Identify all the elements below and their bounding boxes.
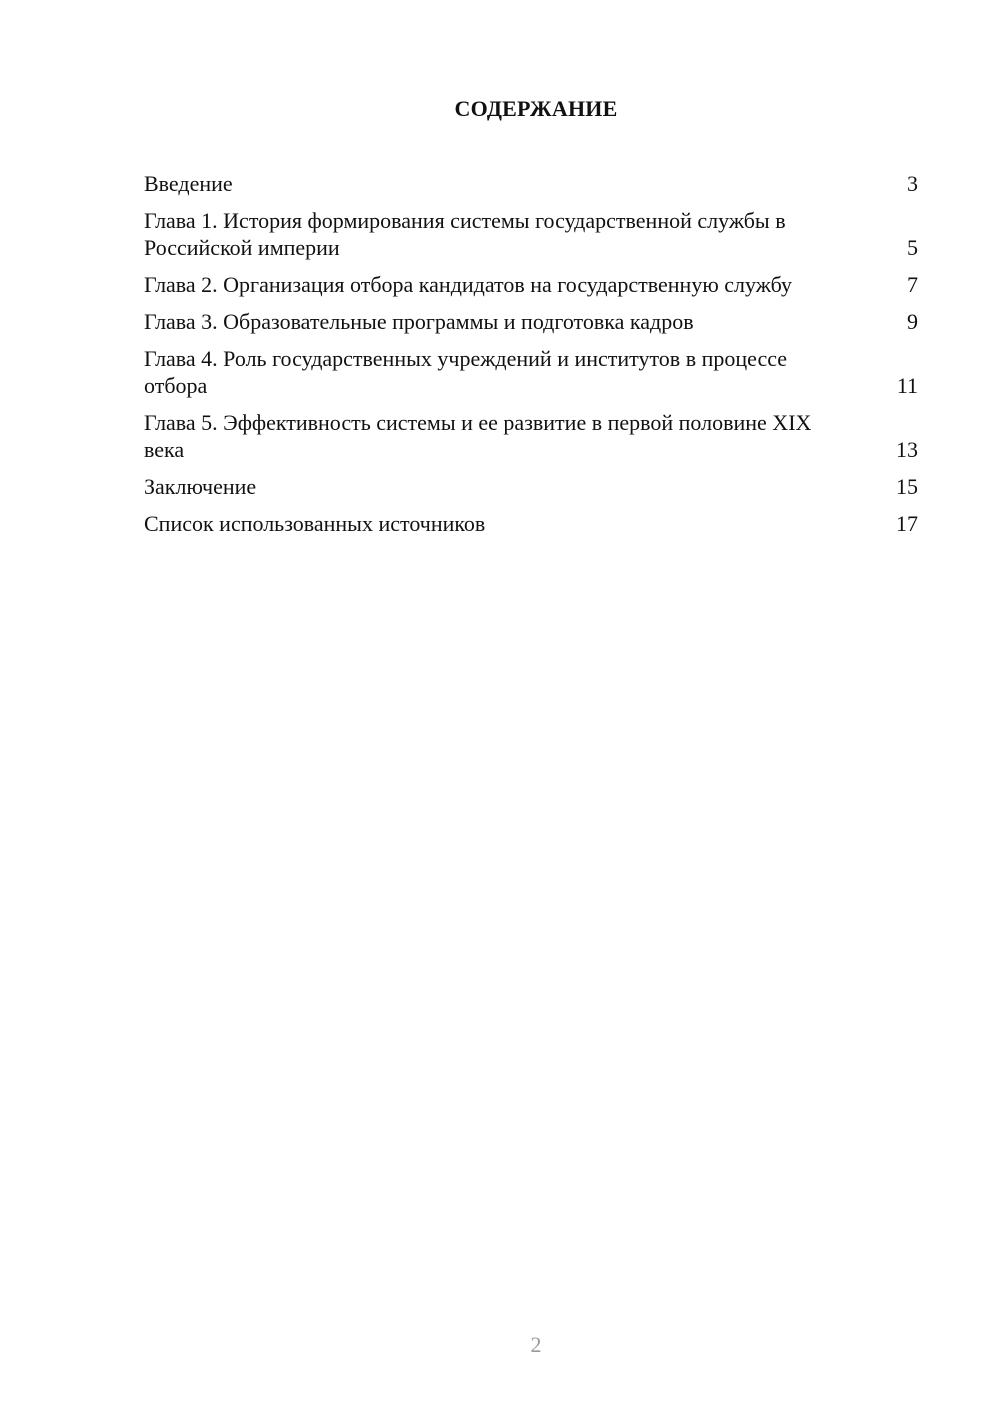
toc-entry-text: Заключение <box>144 474 257 499</box>
toc-entry-chapter-2 <box>144 271 918 298</box>
toc-entry-page: 5 <box>907 235 918 260</box>
toc-entry-text: Глава 3. Образовательные программы и подготовка кадров <box>144 309 694 334</box>
toc-entry-page: 11 <box>896 373 918 398</box>
toc-entry-chapter-4 <box>144 345 918 399</box>
toc-entry-page: 3 <box>907 171 918 196</box>
toc-entry-chapter-3 <box>144 308 918 335</box>
toc-entry-page: 13 <box>896 437 918 462</box>
toc-entry-text: Глава 2. Организация отбора кандидатов на государственную службу <box>144 272 792 297</box>
toc-entry-text: Введение <box>144 171 233 196</box>
toc-title: СОДЕРЖАНИЕ <box>454 96 618 121</box>
toc-entry-introduction <box>144 170 918 197</box>
toc-entry-page: 15 <box>896 474 918 499</box>
toc-entry-conclusion <box>144 473 918 500</box>
toc-entry-references <box>144 510 918 537</box>
toc-entry-text: Глава 1. История формирования системы государственной службы в Российской империи <box>144 208 786 260</box>
toc-entry-chapter-5 <box>144 409 918 463</box>
table-of-contents <box>144 170 918 547</box>
toc-entry-page: 17 <box>896 511 918 536</box>
toc-entry-page: 9 <box>907 309 918 334</box>
toc-entry-text: Глава 5. Эффективность системы и ее развитие в первой половине XIX века <box>144 410 812 462</box>
toc-entry-text: Глава 4. Роль государственных учреждений и институтов в процессе отбора <box>144 346 788 398</box>
toc-entry-chapter-1 <box>144 207 918 261</box>
toc-entry-text: Список использованных источников <box>144 511 486 536</box>
toc-entry-page: 7 <box>907 272 918 297</box>
page-number: 2 <box>530 1332 542 1357</box>
